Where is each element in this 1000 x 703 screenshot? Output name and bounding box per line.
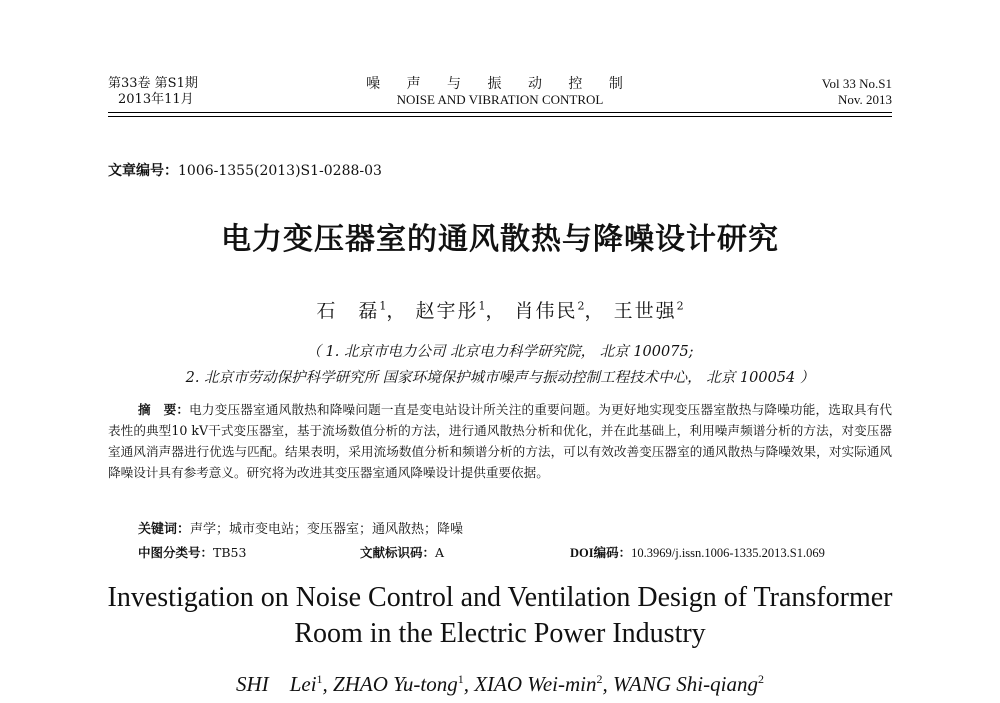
abstract (108, 399, 892, 483)
affiliation-1: （ 1. 北京市电力公司 北京电力科学研究院， 北京 100075; (306, 344, 694, 360)
header-rule-thick (108, 112, 892, 113)
abstract-text: 电力变压器室通风散热和降噪问题一直是变电站设计所关注的重要问题。为更好地实现变压器室散热与降噪功能，选取具有代表性的典型10 kV干式变压器室，基于流场数值分析的方法，进行通风散热分析和优化，并在此基础上，利用噪声频谱分析的方法，对变压器室通风消声器进行优选与匹配。结果表明，采用流场数值分析和频谱分析的方法，可以有效改善变压器室的通风散热与降噪效果，对实际通风降噪设计具有参考意义。研究将为改进其变压器室通风降噪设计提供重要依据。 (108, 402, 893, 480)
author-cn: 赵宇彤 (415, 300, 479, 322)
header-volume-cn: 第33卷 第S1期 (108, 76, 198, 91)
article-number (108, 160, 382, 180)
keywords (138, 518, 463, 537)
keywords-text: 声学；城市变电站；变压器室；通风散热；降噪 (190, 522, 464, 537)
authors-cn: 石 磊$^1$， 赵宇彤$^1$， 肖伟民$^2$， 王世强$^2$ (316, 299, 684, 322)
author-cn-sup: 1 (379, 299, 387, 313)
document-code-label: 文献标识码： (360, 545, 436, 560)
doi-value: 10.3969/j.issn.1006-1335.2013.S1.069 (631, 546, 825, 560)
author-cn: 王世强 (613, 300, 677, 322)
author-cn: 石 磊 (316, 300, 380, 322)
author-en-sup: 2 (596, 672, 603, 686)
clc-value: TB53 (213, 545, 247, 560)
document-code-value: A (435, 545, 445, 560)
author-en: ZHAO Yu-tong (333, 672, 458, 696)
journal-name-en: NOISE AND VIBRATION CONTROL (396, 92, 604, 107)
document-code (360, 543, 444, 561)
keywords-label: 关键词： (138, 522, 191, 537)
author-en: SHI Lei (236, 672, 317, 696)
header-rule-thin (108, 116, 892, 117)
author-en: WANG Shi-qiang (613, 672, 758, 696)
abstract-label: 摘 要： (138, 402, 190, 417)
article-number-label: 文章编号： (108, 163, 178, 179)
article-number-value: 1006-1355(2013)S1-0288-03 (178, 163, 382, 179)
author-en-sup: 1 (316, 672, 323, 686)
journal-name-cn: 噪 声 与 振 动 控 制 (366, 76, 634, 92)
header-date-en: Nov. 2013 (837, 92, 892, 107)
doi-label: DOI编码： (570, 546, 632, 560)
title-en-line2: Room in the Electric Power Industry (294, 618, 706, 649)
affiliation-2: 2. 北京市劳动保护科学研究所 国家环境保护城市噪声与振动控制工程技术中心， 北京 100054 ） (185, 370, 815, 386)
title-cn: 电力变压器室的通风散热与降噪设计研究 (221, 222, 779, 257)
header-date-cn: 2013年11月 (118, 92, 194, 107)
author-en: XIAO Wei-min (474, 672, 597, 696)
doi (570, 543, 825, 561)
author-cn-sup: 2 (676, 299, 684, 313)
author-en-sup: 1 (457, 672, 464, 686)
title-en (0, 580, 1000, 652)
clc-label: 中图分类号： (138, 545, 214, 560)
header-volume-en: Vol 33 No.S1 (821, 76, 892, 91)
author-en-sup: 2 (757, 672, 764, 686)
authors-en: SHI Lei$^1$, ZHAO Yu-tong$^1$, XIAO Wei-$\min^2$, WANG Shi-qiang$^2$ (236, 672, 764, 696)
author-cn-sup: 2 (577, 299, 585, 313)
title-en-line1: Investigation on Noise Control and Ventilation Design of Transformer (107, 582, 893, 613)
clc-number (138, 543, 246, 561)
author-cn-sup: 1 (478, 299, 486, 313)
author-cn: 肖伟民 (514, 300, 578, 322)
header-volume-en-info (822, 76, 892, 108)
